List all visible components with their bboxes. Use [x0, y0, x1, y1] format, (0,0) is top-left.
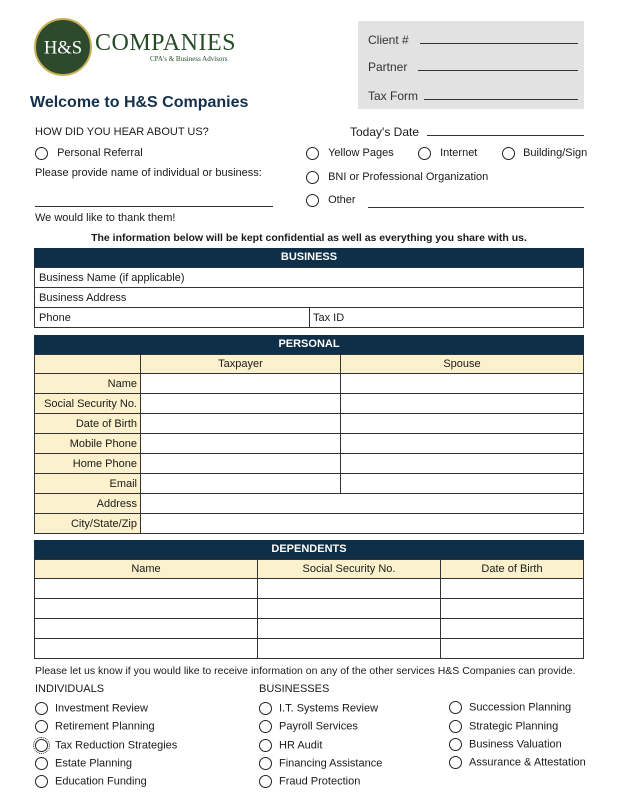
row-label-name: Name [35, 374, 141, 394]
option-label: BNI or Professional Organization [328, 171, 489, 184]
service-label: Education Funding [55, 775, 147, 788]
service-strategic-planning[interactable] [449, 720, 558, 733]
table-row [35, 599, 584, 619]
radio-icon[interactable] [259, 739, 272, 752]
tax-form-field[interactable] [424, 99, 578, 100]
service-label: Succession Planning [469, 701, 572, 714]
service-fraud-protection[interactable] [259, 775, 360, 788]
option-other[interactable] [306, 194, 356, 207]
radio-icon[interactable] [259, 775, 272, 788]
radio-icon[interactable] [35, 757, 48, 770]
partner-label: Partner [368, 60, 408, 74]
service-payroll[interactable] [259, 720, 358, 733]
service-label: HR Audit [279, 739, 323, 752]
option-label: Personal Referral [57, 147, 143, 160]
radio-icon[interactable] [449, 720, 462, 733]
services-intro: Please let us know if you would like to receive information on any of the other services H&S Companies can provide. [35, 665, 576, 677]
referral-question: HOW DID YOU HEAR ABOUT US? [35, 126, 209, 138]
client-number-label: Client # [368, 33, 409, 47]
radio-icon[interactable] [502, 147, 515, 160]
service-hr-audit[interactable] [259, 739, 322, 752]
spouse-ssn-field[interactable] [341, 394, 584, 414]
todays-date-field[interactable] [427, 135, 584, 136]
city-state-zip-field[interactable] [141, 514, 584, 534]
dependent-ssn-field[interactable] [258, 579, 441, 599]
phone-field[interactable] [35, 308, 310, 328]
business-name-field[interactable] [35, 268, 584, 288]
service-financing-assistance[interactable] [259, 757, 382, 770]
radio-icon[interactable] [35, 720, 48, 733]
logo-wordmark: COMPANIES [95, 30, 236, 56]
row-label-city-state-zip: City/State/Zip [35, 514, 141, 534]
table-row [35, 579, 584, 599]
thank-them-text: We would like to thank them! [35, 212, 176, 224]
dependent-dob-field[interactable] [441, 579, 584, 599]
dependents-header: DEPENDENTS [34, 540, 584, 559]
business-name-label: Business Name (if applicable) [39, 271, 185, 284]
client-number-field[interactable] [420, 43, 578, 44]
service-estate-planning[interactable] [35, 757, 132, 770]
option-label: Building/Sign [523, 147, 588, 160]
dependent-dob-field[interactable] [441, 619, 584, 639]
taxpayer-ssn-field[interactable] [141, 394, 341, 414]
radio-icon[interactable] [449, 738, 462, 751]
other-field[interactable] [368, 207, 584, 208]
radio-icon[interactable] [259, 757, 272, 770]
business-address-field[interactable] [35, 288, 584, 308]
option-personal-referral[interactable] [35, 147, 143, 160]
taxpayer-mobile-field[interactable] [141, 434, 341, 454]
row-label-home-phone: Home Phone [35, 454, 141, 474]
radio-icon[interactable] [449, 701, 462, 714]
radio-icon[interactable] [35, 147, 48, 160]
dependent-name-field[interactable] [35, 579, 258, 599]
radio-icon[interactable] [306, 194, 319, 207]
spouse-dob-field[interactable] [341, 414, 584, 434]
dependent-dob-field[interactable] [441, 639, 584, 659]
taxpayer-name-field[interactable] [141, 374, 341, 394]
address-field[interactable] [141, 494, 584, 514]
service-assurance-attestation[interactable] [449, 756, 586, 769]
spouse-name-field[interactable] [341, 374, 584, 394]
office-use-box [358, 21, 584, 109]
spouse-email-field[interactable] [341, 474, 584, 494]
service-education-funding[interactable] [35, 775, 147, 788]
taxpayer-column-header: Taxpayer [141, 355, 341, 374]
service-label: Strategic Planning [469, 720, 559, 733]
row-label-address: Address [35, 494, 141, 514]
tax-form-label: Tax Form [368, 89, 419, 103]
service-retirement-planning[interactable] [35, 720, 155, 733]
radio-icon[interactable] [306, 171, 319, 184]
tax-id-field[interactable] [310, 308, 584, 328]
service-label: Investment Review [55, 702, 148, 715]
taxpayer-email-field[interactable] [141, 474, 341, 494]
dependent-name-field[interactable] [35, 599, 258, 619]
logo-subtitle: CPA's & Business Advisors [150, 55, 228, 63]
radio-icon[interactable] [449, 756, 462, 769]
option-internet[interactable] [418, 147, 477, 160]
service-it-systems-review[interactable] [259, 702, 378, 715]
dependent-ssn-field[interactable] [258, 639, 441, 659]
spouse-home-phone-field[interactable] [341, 454, 584, 474]
service-succession-planning[interactable] [449, 701, 571, 714]
service-label: I.T. Systems Review [279, 702, 379, 715]
personal-corner-cell [35, 355, 141, 374]
dependent-ssn-column-header: Social Security No. [258, 560, 441, 579]
individuals-title: INDIVIDUALS [35, 683, 105, 695]
confidential-note: The information below will be kept confidential as well as everything you share with us. [91, 232, 527, 244]
row-label-mobile: Mobile Phone [35, 434, 141, 454]
dependent-name-field[interactable] [35, 619, 258, 639]
logo-mark-text: H&S [43, 37, 83, 59]
service-label: Payroll Services [279, 720, 358, 733]
spouse-column-header: Spouse [341, 355, 584, 374]
service-label: Business Valuation [469, 738, 562, 751]
option-label: Yellow Pages [328, 147, 394, 160]
dependent-name-field[interactable] [35, 639, 258, 659]
dependent-dob-field[interactable] [441, 599, 584, 619]
logo-mark [34, 18, 92, 76]
table-row [35, 619, 584, 639]
service-label: Assurance & Attestation [469, 756, 586, 769]
row-label-ssn: Social Security No. [35, 394, 141, 414]
dependent-name-column-header: Name [35, 560, 258, 579]
service-business-valuation[interactable] [449, 738, 562, 751]
option-building-sign[interactable] [502, 147, 587, 160]
service-label: Retirement Planning [55, 720, 155, 733]
service-label: Tax Reduction Strategies [55, 739, 178, 752]
radio-icon[interactable] [418, 147, 431, 160]
todays-date-label: Today's Date [350, 125, 419, 139]
dependent-ssn-field[interactable] [258, 619, 441, 639]
referral-name-field[interactable] [35, 206, 273, 207]
businesses-title: BUSINESSES [259, 683, 330, 695]
radio-icon[interactable] [259, 720, 272, 733]
service-label: Estate Planning [55, 757, 133, 770]
tax-id-label: Tax ID [313, 311, 345, 324]
taxpayer-dob-field[interactable] [141, 414, 341, 434]
service-tax-reduction[interactable] [35, 739, 177, 752]
dependent-dob-column-header: Date of Birth [441, 560, 584, 579]
radio-icon[interactable] [35, 739, 48, 752]
personal-header: PERSONAL [34, 335, 584, 354]
personal-table [34, 354, 584, 534]
option-bni[interactable] [306, 171, 488, 184]
service-investment-review[interactable] [35, 702, 148, 715]
taxpayer-home-phone-field[interactable] [141, 454, 341, 474]
option-label: Internet [440, 147, 478, 160]
partner-field[interactable] [418, 70, 578, 71]
dependents-table [34, 559, 584, 659]
provide-name-label: Please provide name of individual or business: [35, 167, 262, 179]
page-title: Welcome to H&S Companies [30, 94, 249, 111]
service-label: Fraud Protection [279, 775, 361, 788]
radio-icon[interactable] [259, 702, 272, 715]
radio-icon[interactable] [35, 775, 48, 788]
business-table [34, 267, 584, 328]
service-label: Financing Assistance [279, 757, 383, 770]
phone-label: Phone [39, 311, 71, 324]
row-label-email: Email [35, 474, 141, 494]
business-header: BUSINESS [34, 248, 584, 267]
business-address-label: Business Address [39, 291, 127, 304]
table-row [35, 639, 584, 659]
radio-icon[interactable] [306, 147, 319, 160]
option-yellow-pages[interactable] [306, 147, 394, 160]
dependent-ssn-field[interactable] [258, 599, 441, 619]
spouse-mobile-field[interactable] [341, 434, 584, 454]
row-label-dob: Date of Birth [35, 414, 141, 434]
radio-icon[interactable] [35, 702, 48, 715]
option-label: Other [328, 194, 356, 207]
logo-emblem [36, 20, 90, 74]
